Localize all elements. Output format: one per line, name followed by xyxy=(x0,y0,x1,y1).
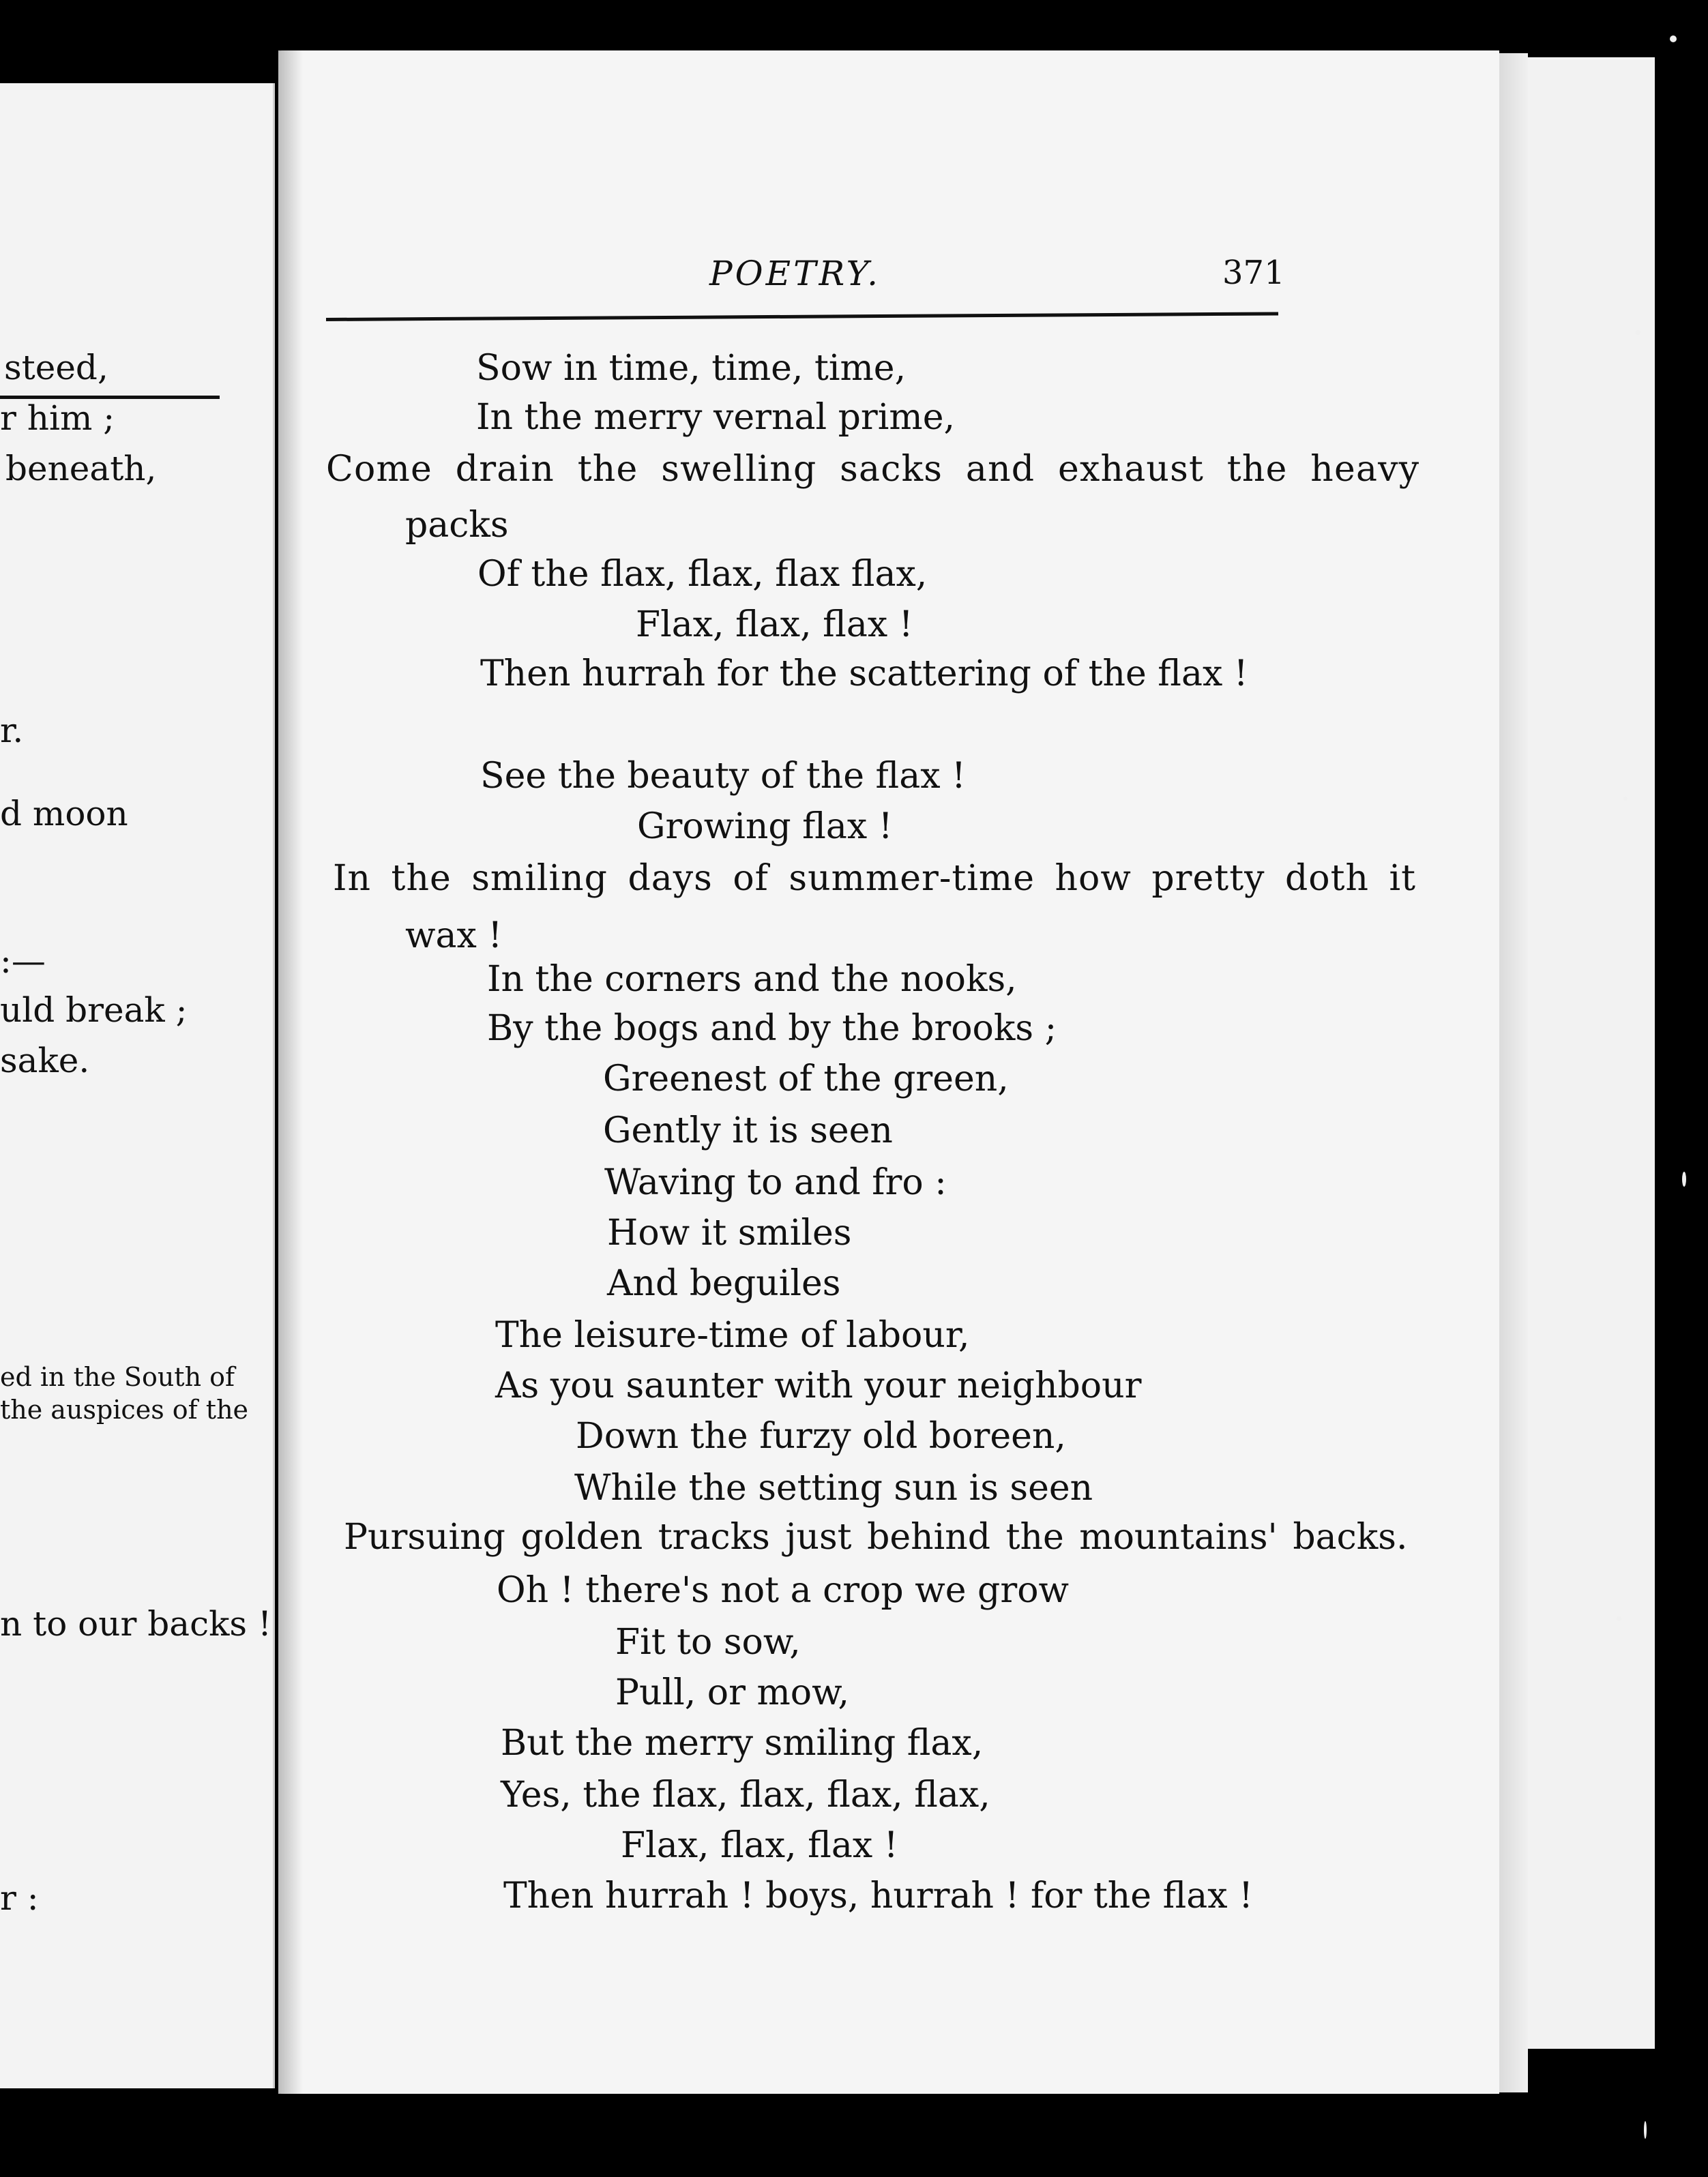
facing-page-footnote: the auspices of the xyxy=(0,1395,249,1425)
scan-speck xyxy=(1670,35,1677,42)
gutter-shadow xyxy=(278,50,303,2094)
poem-line: wax ! xyxy=(405,915,503,956)
facing-page-footnote: ed in the South of xyxy=(0,1362,235,1392)
facing-page-line: r. xyxy=(0,711,24,750)
poem-line: While the setting sun is seen xyxy=(574,1468,1093,1509)
facing-page-line: r : xyxy=(0,1878,39,1918)
facing-page-line: d moon xyxy=(0,794,128,833)
poem-line: Pull, or mow, xyxy=(615,1672,849,1713)
facing-page-line: steed, xyxy=(4,348,108,387)
running-header-title: POETRY. xyxy=(709,254,881,293)
poem-line: In the smiling days of summer-time how pretty doth it xyxy=(333,858,1417,899)
poem-line: Yes, the flax, flax, flax, flax, xyxy=(501,1775,990,1816)
poem-line: packs xyxy=(405,505,509,546)
poem-line: Down the furzy old boreen, xyxy=(576,1416,1066,1457)
poem-line: Greenest of the green, xyxy=(603,1058,1009,1099)
poem-line: But the merry smiling flax, xyxy=(501,1723,984,1764)
poem-line: Flax, flax, flax ! xyxy=(636,604,913,645)
poem-line: See the beauty of the flax ! xyxy=(480,756,966,797)
poem-line: As you saunter with your neighbour xyxy=(495,1365,1142,1406)
poem-line: Pursuing golden tracks just behind the mountains' backs. xyxy=(344,1517,1408,1558)
facing-page-line: sake. xyxy=(0,1041,90,1080)
poem-line: In the corners and the nooks, xyxy=(487,959,1017,1000)
poem-line: Come drain the swelling sacks and exhaust the heavy xyxy=(326,449,1420,490)
scan-speck xyxy=(1682,1172,1686,1187)
poem-line: In the merry vernal prime, xyxy=(476,397,955,438)
poem-line: Oh ! there's not a crop we grow xyxy=(497,1570,1070,1611)
poem-line: And beguiles xyxy=(607,1263,841,1304)
poem-line: Growing flax ! xyxy=(637,806,893,847)
poem-line: By the bogs and by the brooks ; xyxy=(487,1008,1057,1049)
facing-page-line: uld break ; xyxy=(0,990,188,1030)
scan-speck xyxy=(1617,1616,1621,1621)
facing-page-line: r him ; xyxy=(0,398,115,438)
poem-line: Fit to sow, xyxy=(615,1622,801,1663)
facing-page-line: :— xyxy=(0,941,46,981)
poem-line: Flax, flax, flax ! xyxy=(621,1825,898,1866)
poem-line: Then hurrah ! boys, hurrah ! for the flax ! xyxy=(503,1876,1254,1916)
facing-page-line: n to our backs ! xyxy=(0,1604,272,1644)
facing-page xyxy=(0,83,275,2088)
facing-page-line: beneath, xyxy=(5,449,157,488)
poem-line: Sow in time, time, time, xyxy=(476,348,907,389)
scan-speck xyxy=(1623,797,1628,801)
poem-line: Of the flax, flax, flax flax, xyxy=(477,554,928,595)
scan-speck xyxy=(1636,330,1640,335)
poem-line: Waving to and fro : xyxy=(604,1162,947,1203)
page-number: 371 xyxy=(1222,254,1285,292)
scan-speck xyxy=(1644,2121,1647,2139)
poem-line: The leisure-time of labour, xyxy=(495,1315,970,1356)
poem-line: Then hurrah for the scattering of the flax ! xyxy=(480,653,1248,694)
poem-line: How it smiles xyxy=(607,1213,852,1254)
poem-line: Gently it is seen xyxy=(603,1110,893,1151)
